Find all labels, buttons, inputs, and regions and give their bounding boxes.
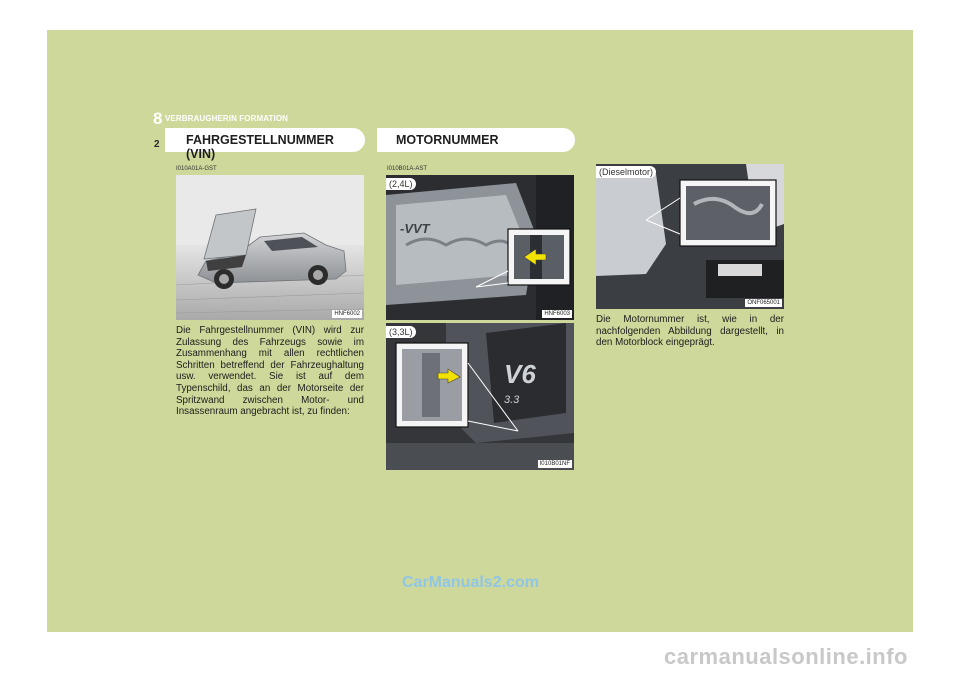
chapter-title: VERBRAUGHERIN FORMATION <box>165 114 289 123</box>
car-photo <box>176 175 364 320</box>
svg-text:-VVT: -VVT <box>400 221 430 236</box>
section-code-vin: I010A01A-GST <box>176 166 217 172</box>
photo-tag-24l: (2,4L) <box>386 178 416 190</box>
engine-photo-24l <box>386 175 574 320</box>
photo-tag-33l: (3,3L) <box>386 326 416 338</box>
engine-number-description: Die Motornummer ist, wie in der nachfolgenden Abbildung dargestellt, in den Motorblock eingeprägt. <box>596 314 784 349</box>
photo-code-diesel: ONF065001 <box>747 300 780 306</box>
section-title-engine: MOTORNUMMER <box>396 133 499 147</box>
svg-text:V6: V6 <box>504 359 536 389</box>
photo-code-24l: HNF6003 <box>544 311 570 317</box>
photo-tag-diesel: (Dieselmotor) <box>596 166 656 178</box>
watermark: CarManuals2.com <box>402 574 539 591</box>
page-number: 2 <box>154 139 160 150</box>
vin-description: Die Fahrgestellnummer (VIN) wird zur Zulassung des Fahrzeugs sowie im Zusammenhang mit allen rechtlichen Schritten betreffend der Fahrzeughaltung usw. verwendet. Sie ist auf dem Typenschild, das an der Motorseite der Spritzwand zwischen Motor- und Insassenraum angebracht ist, zu finden: <box>176 325 364 418</box>
footer-brand: carmanualsonline.info <box>664 644 908 669</box>
photo-code-33l: I010B01NF <box>539 461 570 467</box>
section-code-engine: I010B01A-AST <box>387 166 428 172</box>
section-title-vin: FAHRGESTELLNUMMER (VIN) <box>186 133 334 161</box>
engine-photo-33l <box>386 323 574 470</box>
chapter-number: 8 <box>153 109 163 128</box>
svg-text:3.3: 3.3 <box>504 394 520 406</box>
engine-photo-diesel <box>596 164 784 309</box>
photo-code-vin: HNF6002 <box>334 311 360 317</box>
